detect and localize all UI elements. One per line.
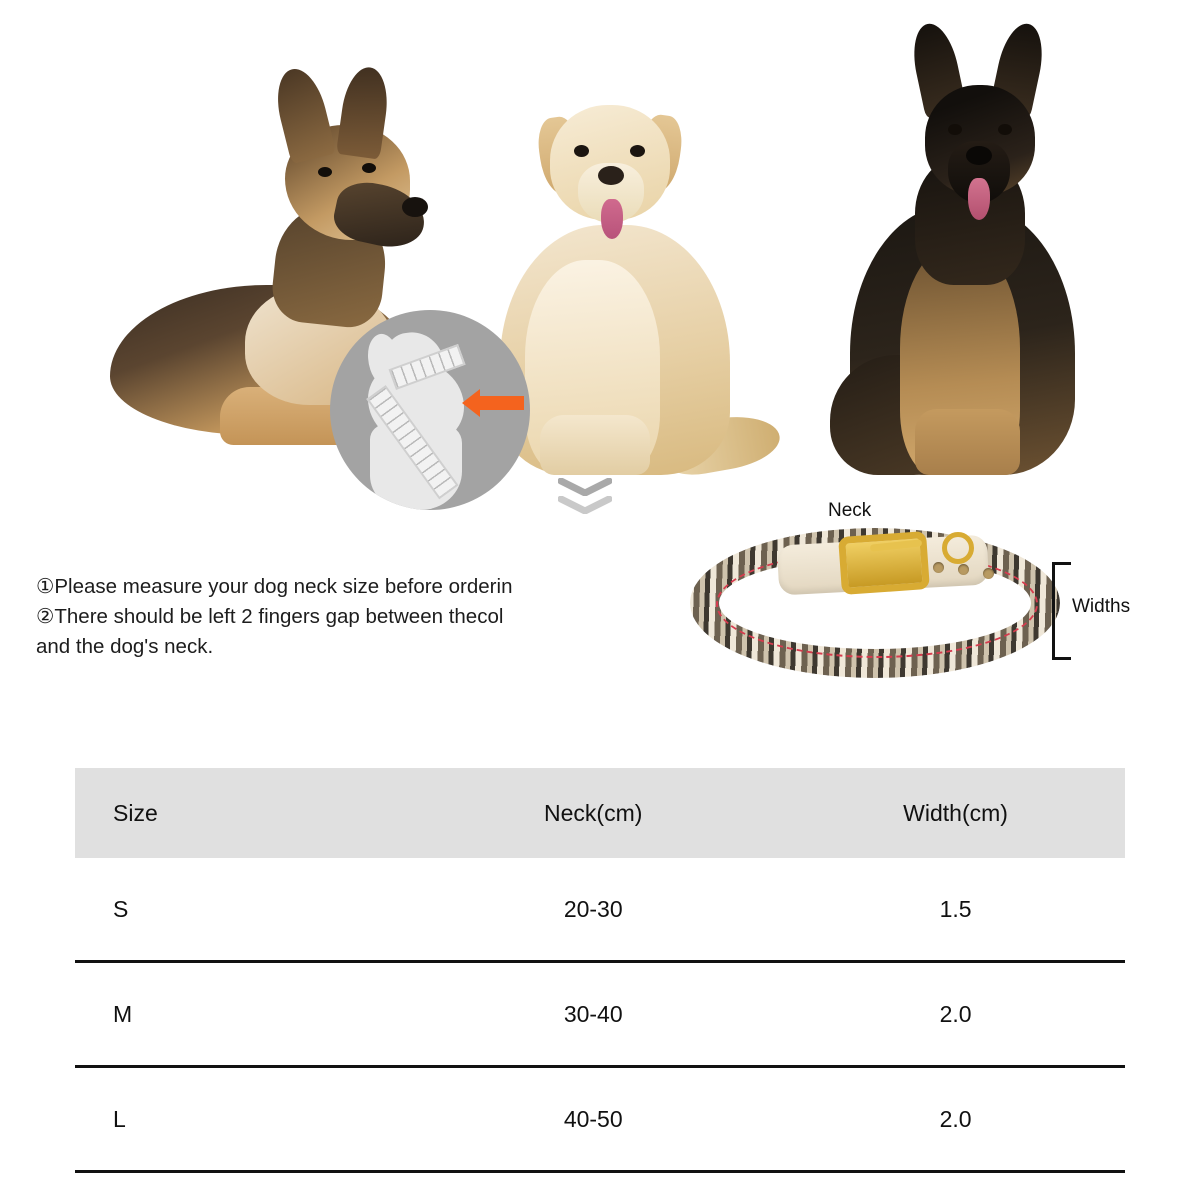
orange-arrow-icon bbox=[478, 396, 524, 410]
table-row bbox=[75, 1067, 1125, 1172]
collar-hole bbox=[933, 562, 944, 573]
collar-hole bbox=[983, 568, 994, 579]
cell-neck: 30-40 bbox=[400, 962, 786, 1067]
dog-photo-german-shepherd-sitting bbox=[820, 5, 1120, 475]
neck-measure-illustration bbox=[330, 310, 530, 510]
collar-d-ring-icon bbox=[942, 532, 974, 564]
neck-measurement-label: Neck bbox=[828, 500, 872, 521]
chevron-down-icon-second bbox=[558, 496, 612, 512]
collar-product-diagram bbox=[660, 500, 1160, 720]
instruction-line-3: and the dog's neck. bbox=[36, 635, 214, 658]
cell-size: L bbox=[75, 1067, 400, 1172]
cell-width: 2.0 bbox=[786, 1067, 1125, 1172]
column-header-width: Width(cm) bbox=[786, 768, 1125, 858]
instruction-line-1: ①Please measure your dog neck size before orderin bbox=[36, 575, 513, 598]
dog-photo-band bbox=[0, 0, 1200, 500]
width-bracket-icon bbox=[1052, 562, 1071, 660]
cell-size: M bbox=[75, 962, 400, 1067]
column-header-neck: Neck(cm) bbox=[400, 768, 786, 858]
cell-width: 1.5 bbox=[786, 858, 1125, 962]
cell-width: 2.0 bbox=[786, 962, 1125, 1067]
size-chart-table bbox=[75, 768, 1125, 1173]
table-row bbox=[75, 858, 1125, 962]
chevron-down-icon-group bbox=[558, 478, 618, 524]
collar-image bbox=[690, 528, 1060, 678]
widths-measurement-label: Widths bbox=[1072, 596, 1131, 617]
size-chart-header-row bbox=[75, 768, 1125, 858]
column-header-size: Size bbox=[75, 768, 400, 858]
measuring-instructions bbox=[36, 572, 656, 662]
table-row bbox=[75, 962, 1125, 1067]
cell-neck: 20-30 bbox=[400, 858, 786, 962]
cell-size: S bbox=[75, 858, 400, 962]
chevron-down-icon bbox=[558, 478, 612, 494]
collar-hole bbox=[958, 564, 969, 575]
instruction-line-2: ②There should be left 2 fingers gap between thecol bbox=[36, 605, 504, 628]
cell-neck: 40-50 bbox=[400, 1067, 786, 1172]
